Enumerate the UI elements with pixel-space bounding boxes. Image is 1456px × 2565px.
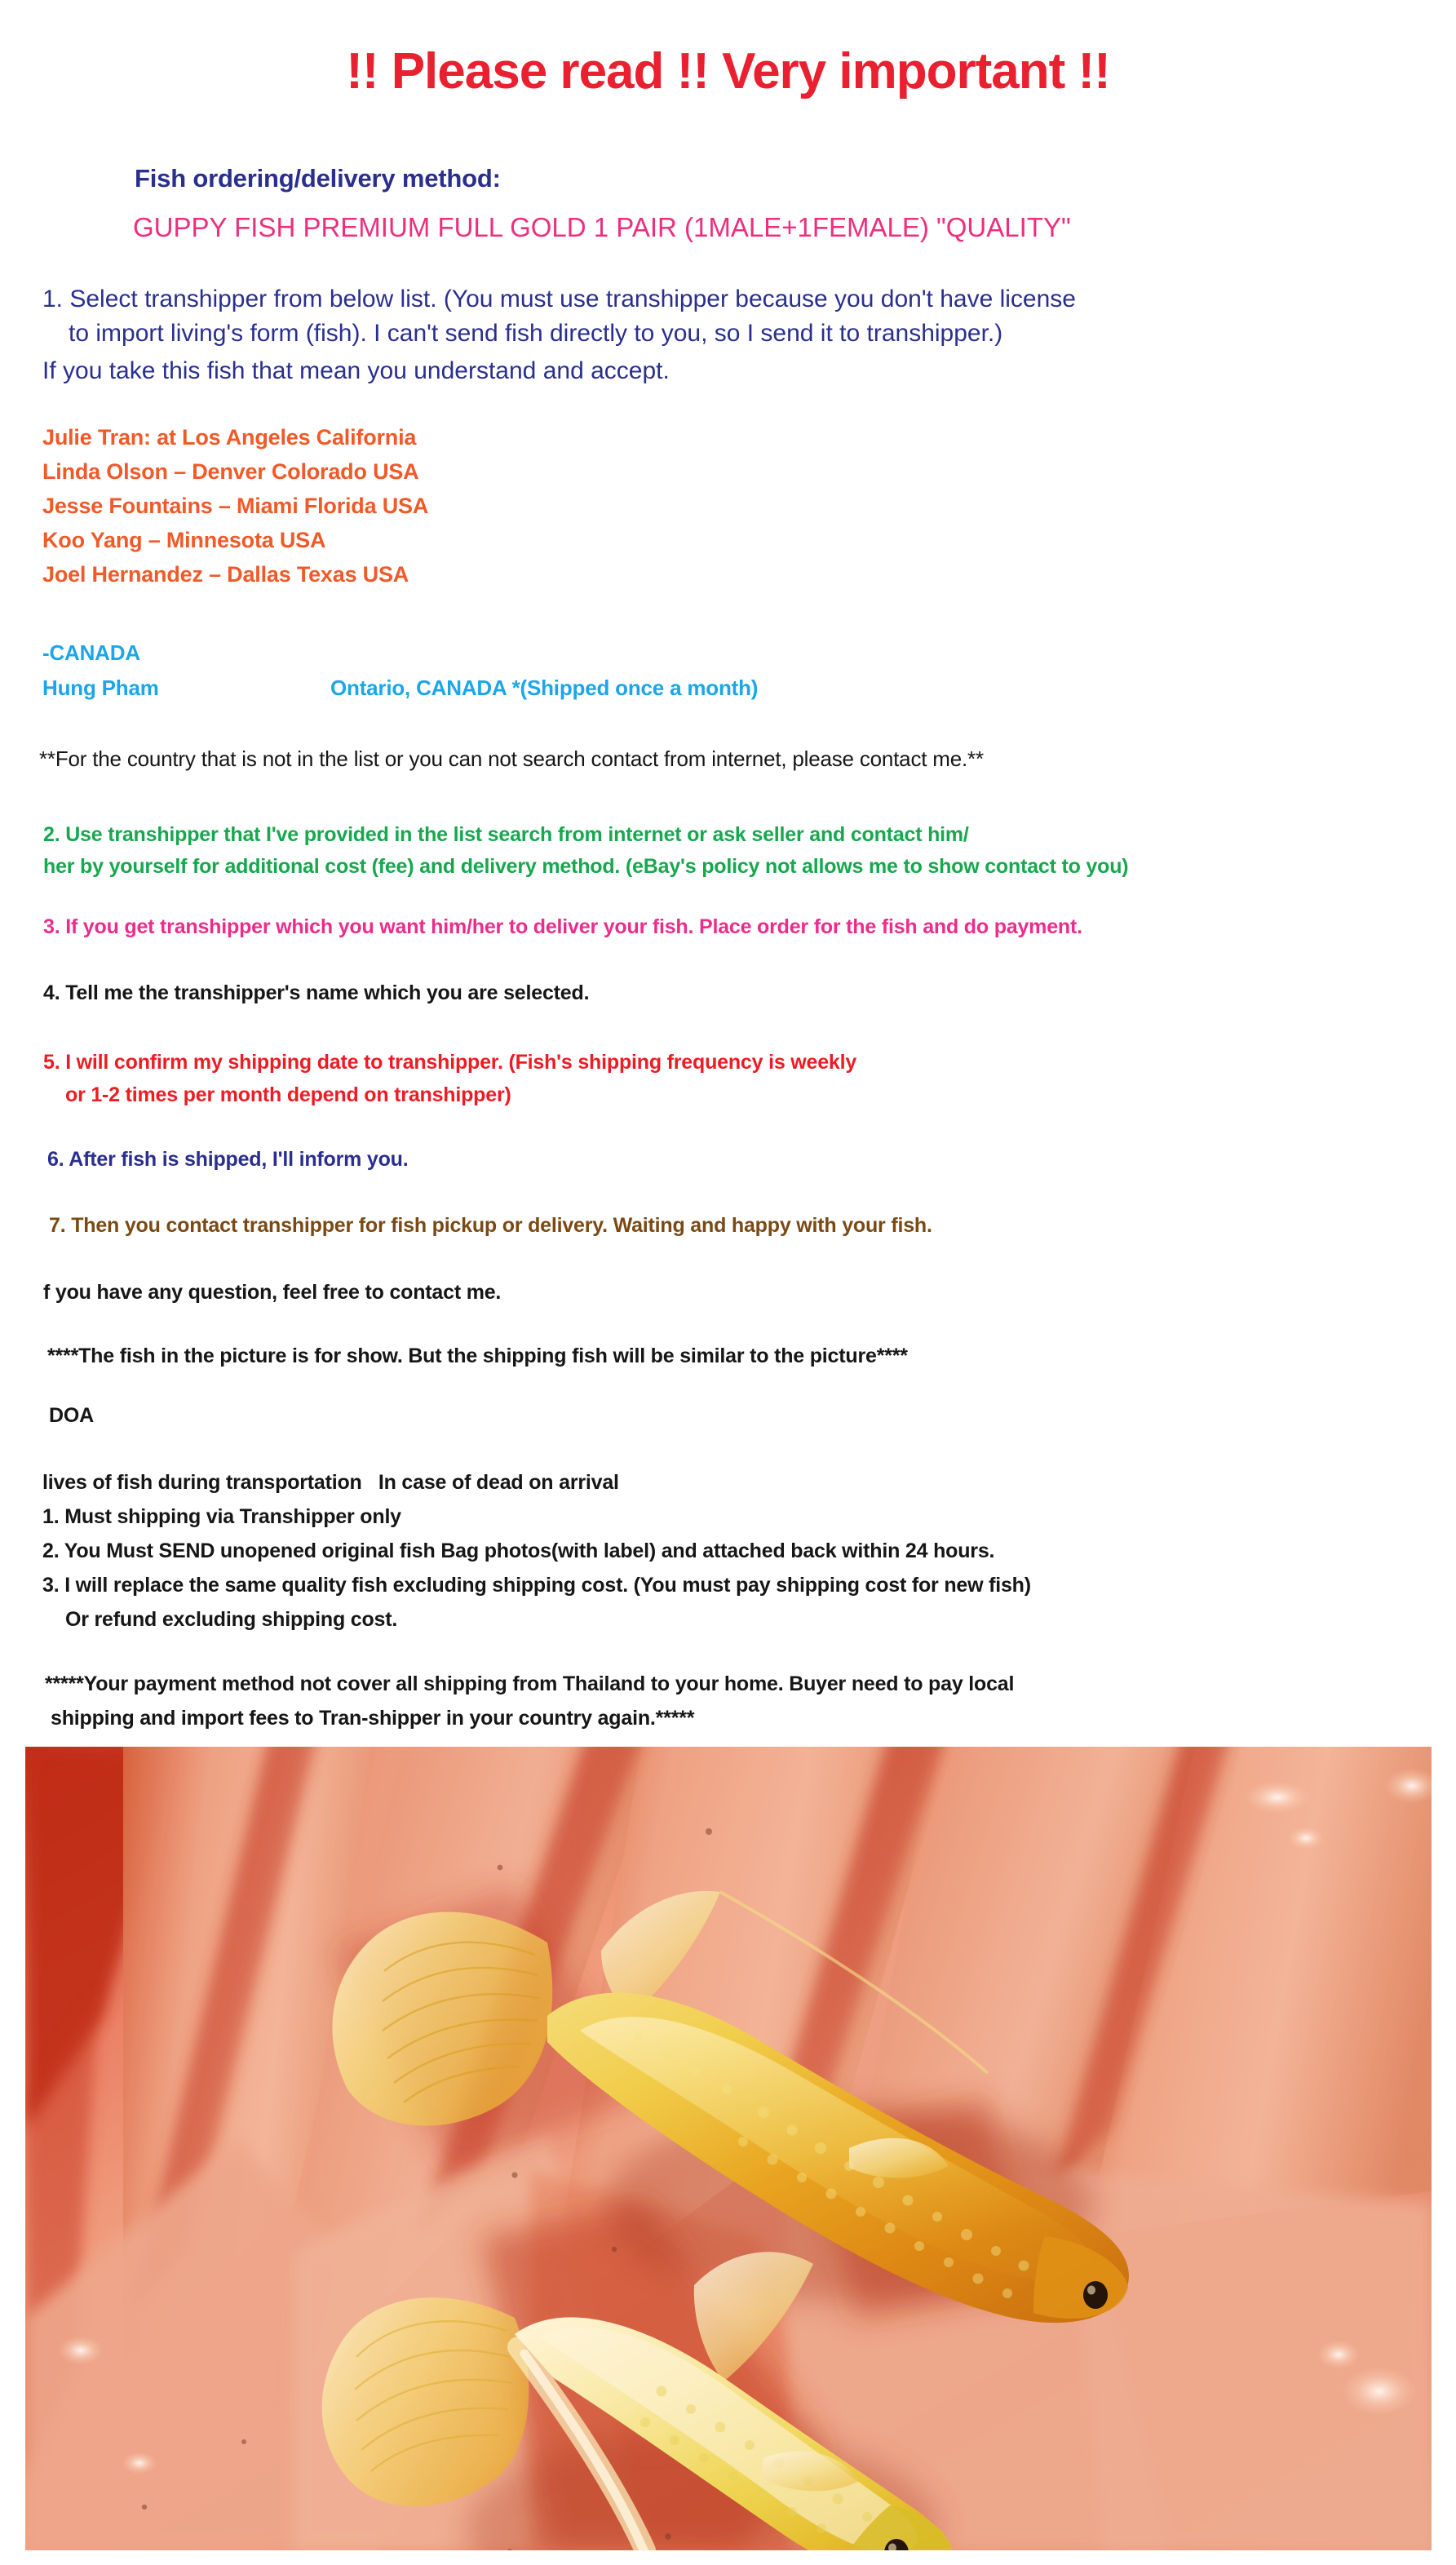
step-5-line-1: 5. I will confirm my shipping date to transhipper. (Fish's shipping frequency is weekly [43, 1051, 857, 1074]
doa-line: lives of fish during transportation In case of dead on arrival [42, 1471, 619, 1494]
canada-transhipper-name: Hung Pham [42, 676, 159, 700]
step-3: 3. If you get transhipper which you want him/her to deliver your fish. Place order for the fish and do payment. [43, 915, 1082, 938]
payment-note-line-1: *****Your payment method not cover all shipping from Thailand to your home. Buyer need to pay local [45, 1672, 1015, 1695]
canada-section-heading: -CANADA [42, 640, 140, 665]
intro-line-1: 1. Select transhipper from below list. (You must use transhipper because you don't have license [42, 286, 1076, 312]
payment-note-line-2: shipping and import fees to Tran-shipper in your country again.***** [51, 1707, 695, 1730]
step-2-line-1: 2. Use transhipper that I've provided in the list search from internet or ask seller and contact him/ [43, 823, 969, 846]
transhipper-list-item: Koo Yang – Minnesota USA [42, 528, 326, 552]
doa-line: 2. You Must SEND unopened original fish Bag photos(with label) and attached back within 24 hours. [42, 1539, 995, 1562]
step-5-line-2: or 1-2 times per month depend on transhipper) [65, 1083, 511, 1106]
transhipper-list-item: Julie Tran: at Los Angeles California [42, 425, 417, 450]
step-4: 4. Tell me the transhipper's name which you are selected. [43, 981, 590, 1004]
doa-section-title: DOA [49, 1404, 94, 1427]
canada-transhipper-location: Ontario, CANADA *(Shipped once a month) [330, 676, 759, 700]
page-title: !! Please read !! Very important !! [346, 43, 1110, 100]
intro-line-3: If you take this fish that mean you understand and accept. [42, 357, 670, 384]
doa-line: 3. I will replace the same quality fish excluding shipping cost. (You must pay shipping cost for new fish) [42, 1574, 1031, 1597]
doa-line: Or refund excluding shipping cost. [65, 1608, 398, 1631]
intro-line-2: to import living's form (fish). I can't send fish directly to you, so I send it to transhipper.) [69, 320, 1003, 347]
step-7: 7. Then you contact transhipper for fish pickup or delivery. Waiting and happy with your fish. [49, 1214, 932, 1237]
doa-line: 1. Must shipping via Transhipper only [42, 1505, 401, 1528]
transhipper-list-item: Linda Olson – Denver Colorado USA [42, 459, 419, 484]
transhipper-list-item: Joel Hernandez – Dallas Texas USA [42, 562, 409, 587]
photo-warm-tint [25, 1747, 1432, 2550]
guppy-photo-illustration [25, 1747, 1432, 2550]
transhipper-list-item: Jesse Fountains – Miami Florida USA [42, 494, 429, 518]
step-6: 6. After fish is shipped, I'll inform you. [47, 1148, 409, 1171]
product-title: GUPPY FISH PREMIUM FULL GOLD 1 PAIR (1MALE+1FEMALE) "QUALITY" [133, 212, 1071, 242]
fish-ordering-method-label: Fish ordering/delivery method: [135, 164, 501, 193]
picture-disclaimer-note: ****The fish in the picture is for show. But the shipping fish will be similar to the picture**** [47, 1345, 908, 1367]
country-not-listed-note: **For the country that is not in the list or you can not search contact from internet, please contact me.** [39, 746, 984, 771]
contact-invitation-note: f you have any question, feel free to contact me. [43, 1281, 502, 1304]
step-2-line-2: her by yourself for additional cost (fee) and delivery method. (eBay's policy not allows me to show contact to you) [43, 855, 1129, 878]
guppy-fish-in-hand-photo [25, 1747, 1432, 2550]
